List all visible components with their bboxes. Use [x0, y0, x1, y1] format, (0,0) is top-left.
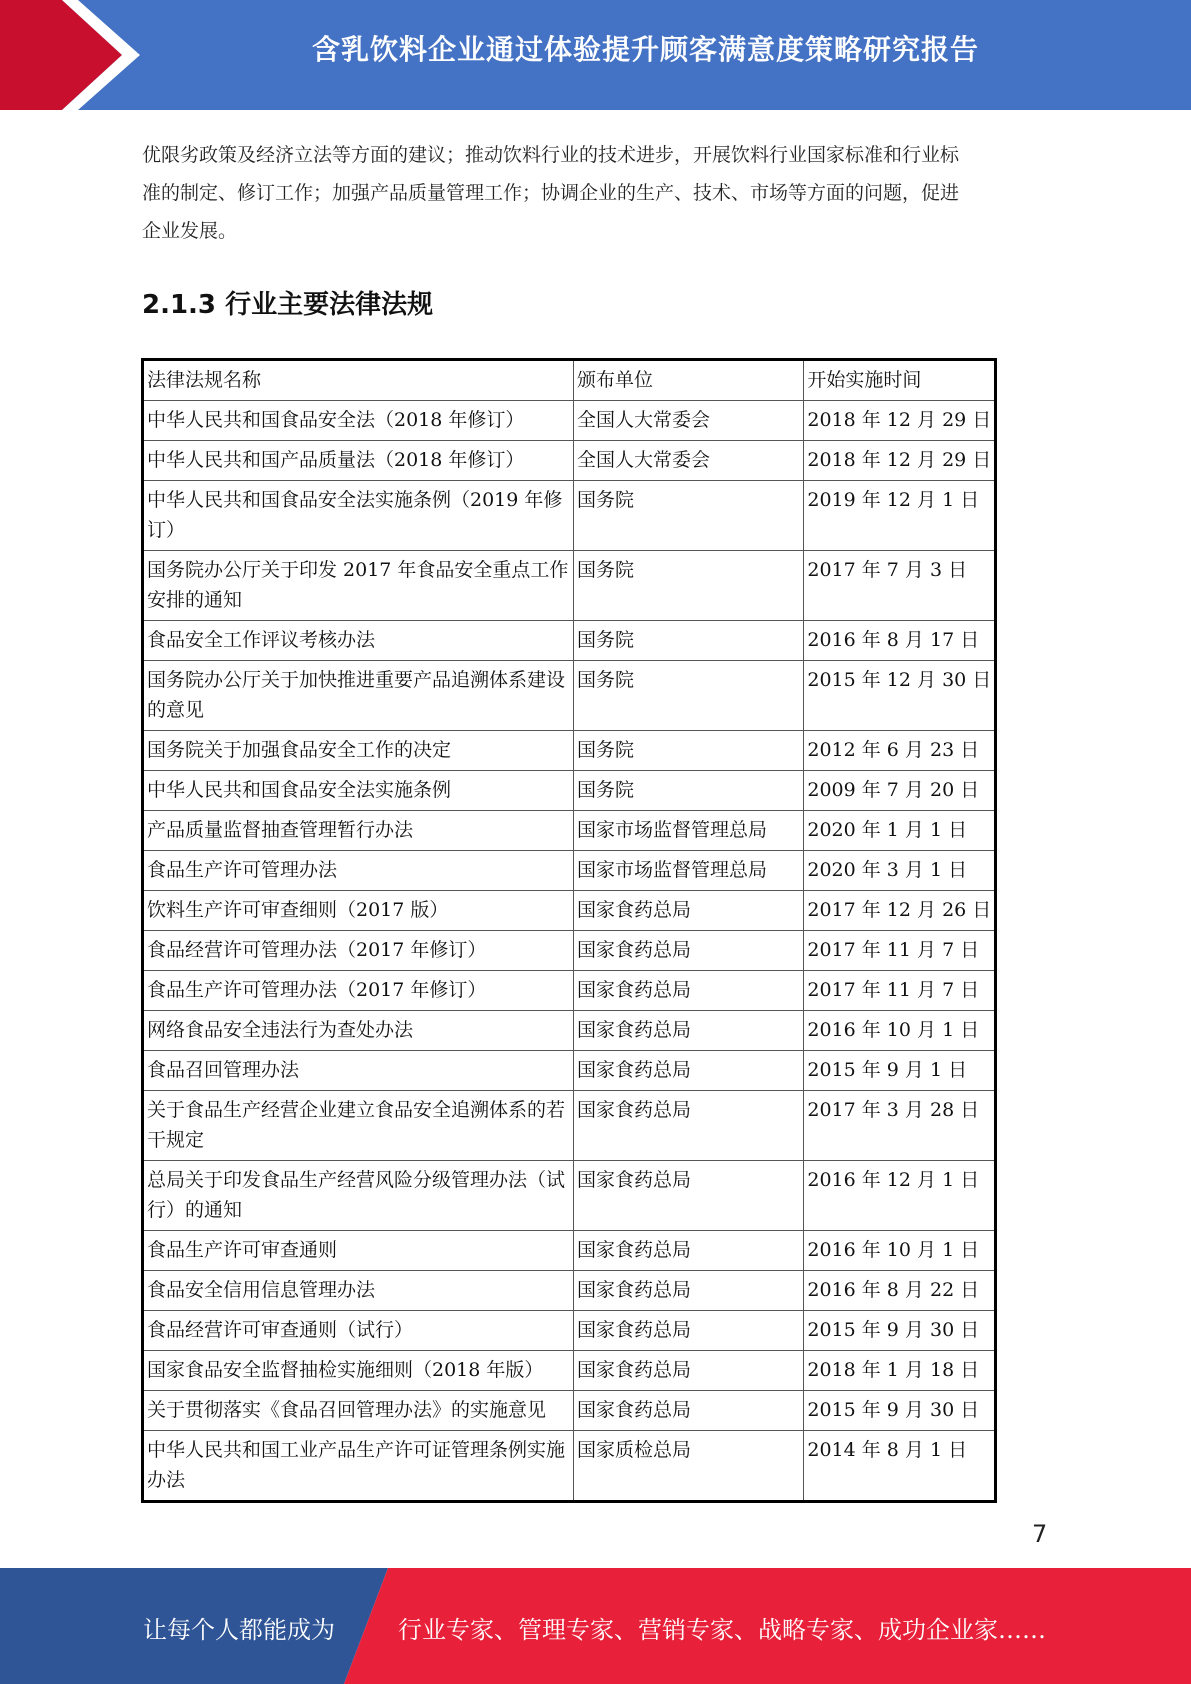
section-heading: 2.1.3 行业主要法律法规 [142, 290, 434, 320]
law-name-cell: 关于食品生产经营企业建立食品安全追溯体系的若干规定 [143, 1091, 574, 1161]
effective-date-cell: 2015 年 9 月 30 日 [804, 1391, 996, 1431]
law-name-cell: 国家食品安全监督抽检实施细则（2018 年版） [143, 1351, 574, 1391]
effective-date-cell: 2015 年 9 月 1 日 [804, 1051, 996, 1091]
table-row [143, 1231, 996, 1271]
effective-date-cell: 2016 年 8 月 22 日 [804, 1271, 996, 1311]
page-header [0, 0, 1191, 110]
laws-table [141, 358, 997, 1503]
law-name-cell: 食品经营许可管理办法（2017 年修订） [143, 931, 574, 971]
column-header-date: 开始实施时间 [804, 360, 996, 401]
footer-slogan-right: 行业专家、管理专家、营销专家、战略专家、成功企业家…… [398, 1616, 1046, 1644]
table-row [143, 481, 996, 551]
page-number: 7 [1032, 1520, 1048, 1548]
issuer-cell: 国家食药总局 [573, 1391, 803, 1431]
table-row [143, 1431, 996, 1502]
issuer-cell: 国务院 [573, 551, 803, 621]
issuer-cell: 国家食药总局 [573, 891, 803, 931]
law-name-cell: 食品生产许可审查通则 [143, 1231, 574, 1271]
law-name-cell: 食品经营许可审查通则（试行） [143, 1311, 574, 1351]
effective-date-cell: 2017 年 11 月 7 日 [804, 971, 996, 1011]
intro-line: 优限劣政策及经济立法等方面的建议；推动饮料行业的技术进步，开展饮料行业国家标准和行业标 [142, 144, 960, 166]
table-row [143, 1011, 996, 1051]
law-name-cell: 总局关于印发食品生产经营风险分级管理办法（试行）的通知 [143, 1161, 574, 1231]
issuer-cell: 国家市场监督管理总局 [573, 851, 803, 891]
table-row [143, 851, 996, 891]
table-row [143, 1051, 996, 1091]
issuer-cell: 国务院 [573, 481, 803, 551]
issuer-cell: 国家食药总局 [573, 1311, 803, 1351]
effective-date-cell: 2017 年 3 月 28 日 [804, 1091, 996, 1161]
effective-date-cell: 2018 年 1 月 18 日 [804, 1351, 996, 1391]
law-name-cell: 食品生产许可管理办法 [143, 851, 574, 891]
table-row [143, 1161, 996, 1231]
table-row [143, 1391, 996, 1431]
effective-date-cell: 2017 年 12 月 26 日 [804, 891, 996, 931]
table-row [143, 551, 996, 621]
effective-date-cell: 2020 年 1 月 1 日 [804, 811, 996, 851]
law-name-cell: 中华人民共和国产品质量法（2018 年修订） [143, 441, 574, 481]
table-row [143, 971, 996, 1011]
issuer-cell: 国家食药总局 [573, 1091, 803, 1161]
table-header-row [143, 360, 996, 401]
law-name-cell: 中华人民共和国食品安全法（2018 年修订） [143, 401, 574, 441]
table-row [143, 661, 996, 731]
header-arrow-icon [0, 0, 160, 110]
issuer-cell: 国家食药总局 [573, 1051, 803, 1091]
table-row [143, 621, 996, 661]
law-name-cell: 中华人民共和国食品安全法实施条例（2019 年修订） [143, 481, 574, 551]
table-row [143, 731, 996, 771]
effective-date-cell: 2017 年 7 月 3 日 [804, 551, 996, 621]
effective-date-cell: 2018 年 12 月 29 日 [804, 441, 996, 481]
column-header-name: 法律法规名称 [143, 360, 574, 401]
effective-date-cell: 2015 年 12 月 30 日 [804, 661, 996, 731]
effective-date-cell: 2018 年 12 月 29 日 [804, 401, 996, 441]
issuer-cell: 国家食药总局 [573, 931, 803, 971]
issuer-cell: 国务院 [573, 731, 803, 771]
issuer-cell: 国家质检总局 [573, 1431, 803, 1502]
law-name-cell: 关于贯彻落实《食品召回管理办法》的实施意见 [143, 1391, 574, 1431]
effective-date-cell: 2019 年 12 月 1 日 [804, 481, 996, 551]
law-name-cell: 中华人民共和国食品安全法实施条例 [143, 771, 574, 811]
issuer-cell: 国家食药总局 [573, 1231, 803, 1271]
table-row [143, 931, 996, 971]
effective-date-cell: 2017 年 11 月 7 日 [804, 931, 996, 971]
law-name-cell: 食品安全工作评议考核办法 [143, 621, 574, 661]
law-name-cell: 食品安全信用信息管理办法 [143, 1271, 574, 1311]
effective-date-cell: 2016 年 12 月 1 日 [804, 1161, 996, 1231]
issuer-cell: 国家食药总局 [573, 1161, 803, 1231]
law-name-cell: 国务院办公厅关于加快推进重要产品追溯体系建设的意见 [143, 661, 574, 731]
law-name-cell: 国务院关于加强食品安全工作的决定 [143, 731, 574, 771]
table-row [143, 1091, 996, 1161]
table-row [143, 891, 996, 931]
effective-date-cell: 2016 年 10 月 1 日 [804, 1011, 996, 1051]
effective-date-cell: 2016 年 8 月 17 日 [804, 621, 996, 661]
issuer-cell: 国家食药总局 [573, 1351, 803, 1391]
law-name-cell: 国务院办公厅关于印发 2017 年食品安全重点工作安排的通知 [143, 551, 574, 621]
issuer-cell: 国家食药总局 [573, 971, 803, 1011]
effective-date-cell: 2012 年 6 月 23 日 [804, 731, 996, 771]
column-header-issuer: 颁布单位 [573, 360, 803, 401]
footer-slogan-left: 让每个人都能成为 [143, 1616, 335, 1644]
table-row [143, 441, 996, 481]
law-name-cell: 产品质量监督抽查管理暂行办法 [143, 811, 574, 851]
issuer-cell: 国家食药总局 [573, 1011, 803, 1051]
issuer-cell: 全国人大常委会 [573, 441, 803, 481]
law-name-cell: 饮料生产许可审查细则（2017 版） [143, 891, 574, 931]
effective-date-cell: 2016 年 10 月 1 日 [804, 1231, 996, 1271]
issuer-cell: 国家食药总局 [573, 1271, 803, 1311]
table-row [143, 771, 996, 811]
issuer-cell: 国务院 [573, 661, 803, 731]
table-row [143, 401, 996, 441]
issuer-cell: 国务院 [573, 771, 803, 811]
law-name-cell: 食品生产许可管理办法（2017 年修订） [143, 971, 574, 1011]
document-title: 含乳饮料企业通过体验提升顾客满意度策略研究报告 [311, 33, 979, 66]
table-row [143, 1351, 996, 1391]
effective-date-cell: 2014 年 8 月 1 日 [804, 1431, 996, 1502]
intro-line: 企业发展。 [142, 220, 238, 242]
law-name-cell: 中华人民共和国工业产品生产许可证管理条例实施办法 [143, 1431, 574, 1502]
effective-date-cell: 2020 年 3 月 1 日 [804, 851, 996, 891]
table-row [143, 1271, 996, 1311]
issuer-cell: 国家市场监督管理总局 [573, 811, 803, 851]
page-footer [0, 1568, 1191, 1684]
intro-paragraph [142, 136, 1048, 250]
effective-date-cell: 2015 年 9 月 30 日 [804, 1311, 996, 1351]
law-name-cell: 网络食品安全违法行为查处办法 [143, 1011, 574, 1051]
effective-date-cell: 2009 年 7 月 20 日 [804, 771, 996, 811]
intro-line: 准的制定、修订工作；加强产品质量管理工作；协调企业的生产、技术、市场等方面的问题，促进 [142, 182, 960, 204]
table-row [143, 1311, 996, 1351]
table-row [143, 811, 996, 851]
issuer-cell: 国务院 [573, 621, 803, 661]
law-name-cell: 食品召回管理办法 [143, 1051, 574, 1091]
issuer-cell: 全国人大常委会 [573, 401, 803, 441]
